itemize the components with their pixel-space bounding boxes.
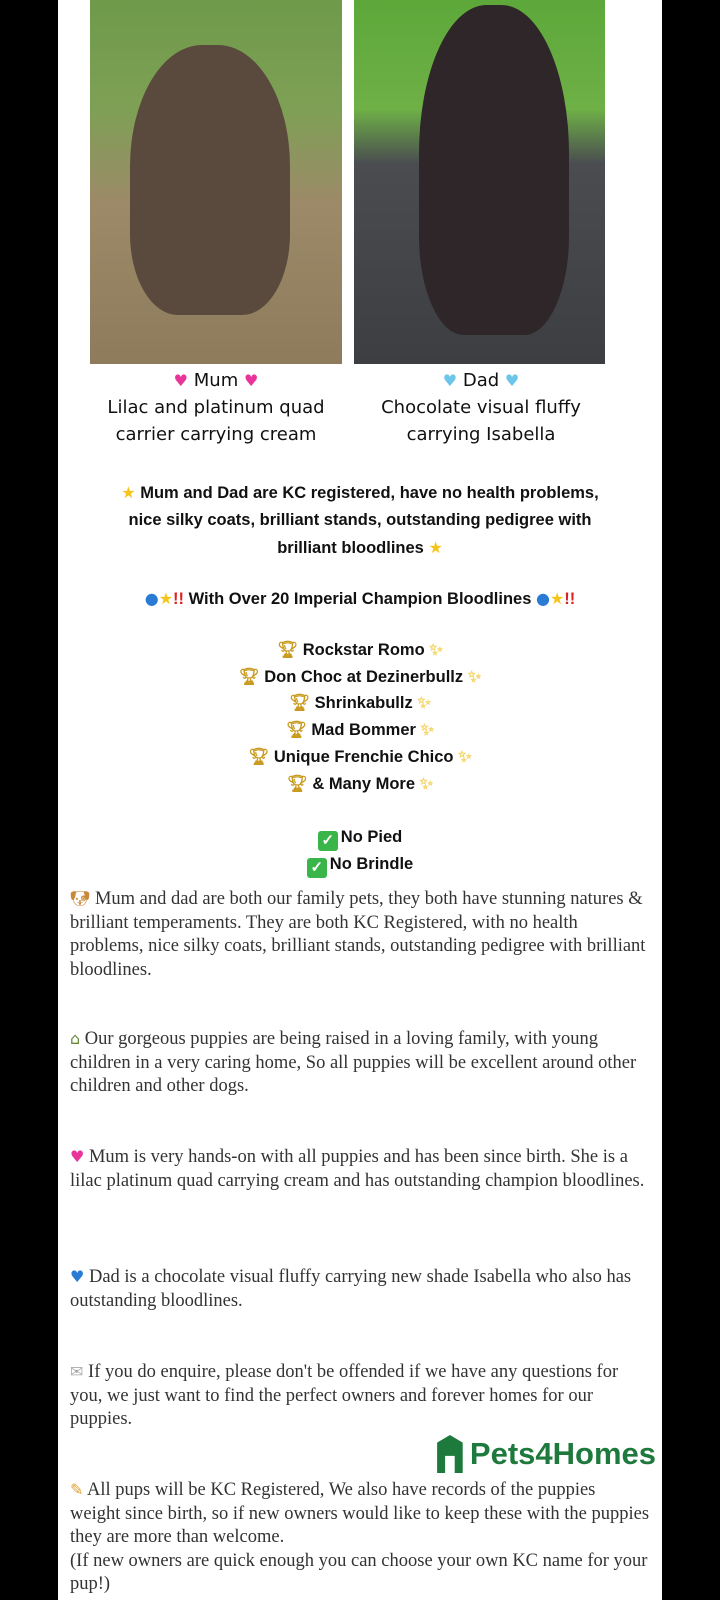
paragraph-parents: 🐶︎ Mum and dad are both our family pets, they both have stunning natures & brilliant temperaments. They are both KC Registered, with no health problems, nice silky coats, brilliant stands, outstanding pedigree with brilliant bloodlines. [70,889,646,980]
mum-title: Mum [193,370,239,391]
exclamation-icon: !! [564,590,576,608]
check-item: ✓ No Pied [58,824,662,851]
champion-item: 🏆︎ Mad Bommer ✨︎ [285,721,435,740]
trophy-icon: 🏆︎ [285,721,307,740]
headline-line: Mum and Dad are KC registered, have no health problems, [140,484,599,502]
pink-heart-icon: ♥ [70,1147,85,1166]
champion-item: 🏆︎ Rockstar Romo ✨︎ [277,641,443,659]
check-item: ✓ No Brindle [58,851,662,878]
trophy-icon: 🏆︎ [277,641,299,659]
envelope-icon: ✉ [70,1362,84,1381]
mum-photo [90,0,342,364]
champion-item: 🏆︎ & Many More ✨︎ [286,774,434,793]
watermark-text: Pets4Homes [469,1436,656,1471]
pets4homes-logo-icon [434,1435,466,1473]
check-icon: ✓ [307,858,327,878]
pink-heart-icon: ♥ [173,371,189,390]
sparkles-icon: ✨︎ [458,747,472,766]
champion-list [58,637,662,797]
champion-item: 🏆︎ Unique Frenchie Chico ✨︎ [248,747,472,766]
globe-icon: ● [144,589,159,608]
blue-heart-icon: ♥ [504,371,520,390]
listing-image [58,0,662,1600]
champions-heading-text: With Over 20 Imperial Champion Bloodlines [188,590,532,608]
mum-caption [76,367,356,448]
check-list [58,824,662,878]
trophy-icon: 🏆︎ [286,774,308,793]
paragraph-dad: ♥ Dad is a chocolate visual fluffy carrying new shade Isabella who also has outstanding bloodlines. [70,1267,632,1311]
mum-desc: carrier carrying cream [115,424,317,445]
trophy-icon: 🏆︎ [289,694,311,713]
mum-desc: Lilac and platinum quad [107,397,325,418]
dad-desc: Chocolate visual fluffy [381,397,581,418]
champion-item: 🏆︎ Shrinkabullz ✨︎ [289,694,431,713]
house-icon: ⌂ [70,1029,81,1048]
headline-line: brilliant bloodlines [277,539,424,557]
trophy-icon: 🏆︎ [248,747,270,766]
sparkles-icon: ✨︎ [467,667,482,686]
sparkles-icon: ✨︎ [417,694,431,713]
blue-heart-icon: ♥ [442,371,458,390]
sparkles-icon: ✨︎ [420,721,435,740]
star-icon: ★ [428,538,443,557]
trophy-icon: 🏆︎ [238,667,260,686]
blue-heart-icon: ♥ [70,1267,85,1286]
paragraph-enquire: ✉ If you do enquire, please don't be offended if we have any questions for you, we just want to find the perfect owners and forever homes for our puppies. [70,1362,619,1429]
paragraph-kc: ✎ All pups will be KC Registered, We also have records of the puppies weight since birth, so if new owners would like to keep these with the puppies they are more than welcome. (If new owners are quick enough you can choose your own KC name for your pup!) [70,1480,650,1594]
paragraph-home: ⌂ Our gorgeous puppies are being raised in a loving family, with young children in a very caring home, So all puppies will be excellent around other children and other dogs. [70,1029,637,1096]
dad-photo [354,0,605,364]
pencil-icon: ✎ [70,1480,84,1499]
sparkles-icon: ✨︎ [419,774,434,793]
champion-item: 🏆︎ Don Choc at Dezinerbullz ✨︎ [238,667,482,686]
paragraph-mum: ♥ Mum is very hands-on with all puppies and has been since birth. She is a lilac platinum quad carrying cream and has outstanding champion bloodlines. [70,1147,645,1191]
sparkles-icon: ✨︎ [429,641,443,659]
champions-heading [58,585,662,613]
dog-icon: 🐶︎ [70,889,91,908]
star-icon: ★ [158,589,174,608]
star-icon: ★ [121,483,136,502]
star-icon: ★ [549,589,565,608]
dad-caption [341,367,621,448]
dad-title: Dad [462,370,500,391]
check-icon: ✓ [318,831,338,851]
globe-icon: ● [535,589,550,608]
dad-desc: carrying Isabella [406,424,556,445]
exclamation-icon: !! [173,590,185,608]
headline [58,479,662,562]
pets4homes-watermark [434,1434,656,1474]
headline-line: nice silky coats, brilliant stands, outstanding pedigree with [128,511,592,529]
pink-heart-icon: ♥ [243,371,259,390]
